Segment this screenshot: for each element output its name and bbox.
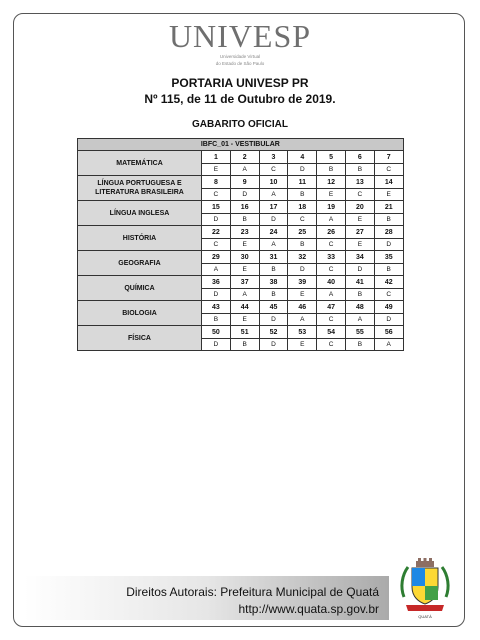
question-number: 39 xyxy=(288,276,317,289)
answer-letter: C xyxy=(259,164,288,176)
question-number: 34 xyxy=(345,251,374,264)
subject-name-line1: FÍSICA xyxy=(128,334,151,342)
answer-letter: B xyxy=(230,339,259,351)
subject-name-line1: HISTÓRIA xyxy=(122,234,157,242)
answer-letter: B xyxy=(288,239,317,251)
answer-letter: A xyxy=(317,289,346,301)
answer-letter: D xyxy=(374,239,403,251)
answer-letter: B xyxy=(374,264,403,276)
answer-letter: E xyxy=(202,164,231,176)
answer-letter: B xyxy=(374,214,403,226)
answer-letter: B xyxy=(345,339,374,351)
univesp-logo xyxy=(0,20,480,66)
answer-letter: E xyxy=(345,214,374,226)
subject-name xyxy=(78,176,202,201)
question-number: 26 xyxy=(317,226,346,239)
answer-letter: B xyxy=(202,314,231,326)
answer-letter: A xyxy=(288,314,317,326)
logo-text: UNIVESP xyxy=(168,18,312,54)
question-number: 9 xyxy=(230,176,259,189)
subject-name xyxy=(78,326,202,351)
question-number: 4 xyxy=(288,151,317,164)
answer-letter: B xyxy=(345,289,374,301)
question-number: 43 xyxy=(202,301,231,314)
question-number: 53 xyxy=(288,326,317,339)
answer-letter: A xyxy=(317,214,346,226)
question-number: 49 xyxy=(374,301,403,314)
answer-letter: C xyxy=(317,264,346,276)
subject-name-line2: LITERATURA BRASILEIRA xyxy=(95,189,184,196)
question-number: 56 xyxy=(374,326,403,339)
answer-letter: D xyxy=(259,214,288,226)
question-number: 2 xyxy=(230,151,259,164)
question-number: 25 xyxy=(288,226,317,239)
question-number: 3 xyxy=(259,151,288,164)
question-number: 38 xyxy=(259,276,288,289)
table-title: IBFC_01 - VESTIBULAR xyxy=(78,139,404,151)
question-number: 15 xyxy=(202,201,231,214)
subject-name xyxy=(78,151,202,176)
subject-name-line1: BIOLOGIA xyxy=(122,309,157,317)
answer-letter: A xyxy=(345,314,374,326)
answer-letter: C xyxy=(288,214,317,226)
subject-number-row xyxy=(78,176,404,189)
subject-number-row xyxy=(78,301,404,314)
subject-number-row xyxy=(78,326,404,339)
answer-letter: D xyxy=(259,314,288,326)
question-number: 32 xyxy=(288,251,317,264)
question-number: 50 xyxy=(202,326,231,339)
question-number: 23 xyxy=(230,226,259,239)
answer-letter: C xyxy=(345,189,374,201)
subject-name xyxy=(78,301,202,326)
question-number: 45 xyxy=(259,301,288,314)
subject-name-line1: MATEMÁTICA xyxy=(116,159,163,167)
answer-key-table xyxy=(77,138,404,351)
subject-number-row xyxy=(78,276,404,289)
answer-letter: D xyxy=(259,339,288,351)
question-number: 54 xyxy=(317,326,346,339)
answer-letter: B xyxy=(259,264,288,276)
question-number: 14 xyxy=(374,176,403,189)
answer-letter: E xyxy=(317,189,346,201)
answer-letter: E xyxy=(288,339,317,351)
answer-letter: A xyxy=(259,189,288,201)
question-number: 48 xyxy=(345,301,374,314)
answer-letter: E xyxy=(230,264,259,276)
answer-letter: B xyxy=(259,289,288,301)
footer-copyright: Direitos Autorais: Prefeitura Municipal de Quatá xyxy=(126,585,379,599)
question-number: 47 xyxy=(317,301,346,314)
question-number: 44 xyxy=(230,301,259,314)
question-number: 7 xyxy=(374,151,403,164)
answer-letter: E xyxy=(288,289,317,301)
answer-letter: A xyxy=(374,339,403,351)
question-number: 24 xyxy=(259,226,288,239)
answer-letter: D xyxy=(288,164,317,176)
answer-letter: A xyxy=(259,239,288,251)
answer-letter: D xyxy=(374,314,403,326)
answer-letter: C xyxy=(202,239,231,251)
document-title: PORTARIA UNIVESP PR xyxy=(171,76,309,90)
answer-letter: E xyxy=(230,239,259,251)
subject-name xyxy=(78,251,202,276)
footer-url[interactable]: http://www.quata.sp.gov.br xyxy=(238,602,379,616)
answer-letter: E xyxy=(374,189,403,201)
question-number: 5 xyxy=(317,151,346,164)
question-number: 28 xyxy=(374,226,403,239)
question-number: 27 xyxy=(345,226,374,239)
question-number: 42 xyxy=(374,276,403,289)
answer-letter: B xyxy=(317,164,346,176)
table-title-row xyxy=(78,139,404,151)
answer-letter: C xyxy=(374,289,403,301)
answer-letter: D xyxy=(288,264,317,276)
question-number: 10 xyxy=(259,176,288,189)
question-number: 55 xyxy=(345,326,374,339)
question-number: 35 xyxy=(374,251,403,264)
logo-wordmark xyxy=(169,20,311,52)
question-number: 22 xyxy=(202,226,231,239)
answer-letter: D xyxy=(345,264,374,276)
question-number: 37 xyxy=(230,276,259,289)
answer-letter: D xyxy=(202,214,231,226)
answer-letter: C xyxy=(374,164,403,176)
answer-letter: B xyxy=(230,214,259,226)
answer-letter: E xyxy=(345,239,374,251)
answer-letter: A xyxy=(230,289,259,301)
logo-subtitle-2: do Estado de São Paulo xyxy=(215,61,265,66)
subject-name xyxy=(78,201,202,226)
question-number: 17 xyxy=(259,201,288,214)
subject-number-row xyxy=(78,251,404,264)
footer xyxy=(24,576,456,620)
question-number: 11 xyxy=(288,176,317,189)
question-number: 33 xyxy=(317,251,346,264)
answer-letter: D xyxy=(230,189,259,201)
section-title: GABARITO OFICIAL xyxy=(192,119,288,130)
subject-name xyxy=(78,276,202,301)
subject-name-line1: LÍNGUA INGLESA xyxy=(109,209,170,217)
question-number: 41 xyxy=(345,276,374,289)
question-number: 16 xyxy=(230,201,259,214)
question-number: 8 xyxy=(202,176,231,189)
question-number: 1 xyxy=(202,151,231,164)
answer-letter: B xyxy=(345,164,374,176)
answer-letter: C xyxy=(317,314,346,326)
subject-number-row xyxy=(78,226,404,239)
question-number: 13 xyxy=(345,176,374,189)
question-number: 36 xyxy=(202,276,231,289)
logo-subtitle-1: Universidade Virtual xyxy=(219,54,261,59)
answer-letter: C xyxy=(317,239,346,251)
question-number: 21 xyxy=(374,201,403,214)
question-number: 6 xyxy=(345,151,374,164)
answer-letter: A xyxy=(202,264,231,276)
question-number: 40 xyxy=(317,276,346,289)
answer-letter: C xyxy=(202,189,231,201)
subject-name-line1: LÍNGUA PORTUGUESA E xyxy=(97,180,182,187)
answer-letter: B xyxy=(288,189,317,201)
question-number: 12 xyxy=(317,176,346,189)
question-number: 20 xyxy=(345,201,374,214)
subject-name-line1: GEOGRAFIA xyxy=(118,259,161,267)
subject-name xyxy=(78,226,202,251)
answer-letter: A xyxy=(230,164,259,176)
subject-name-line1: QUÍMICA xyxy=(124,284,155,292)
answer-letter: D xyxy=(202,289,231,301)
municipal-crest-icon xyxy=(398,557,452,621)
answer-letter: C xyxy=(317,339,346,351)
question-number: 29 xyxy=(202,251,231,264)
question-number: 30 xyxy=(230,251,259,264)
document-number-date: Nº 115, de 11 de Outubro de 2019. xyxy=(144,92,336,106)
question-number: 18 xyxy=(288,201,317,214)
crest-caption: QUATÁ xyxy=(418,614,432,619)
question-number: 51 xyxy=(230,326,259,339)
answer-letter: E xyxy=(230,314,259,326)
question-number: 52 xyxy=(259,326,288,339)
answer-letter: D xyxy=(202,339,231,351)
question-number: 46 xyxy=(288,301,317,314)
question-number: 31 xyxy=(259,251,288,264)
subject-number-row xyxy=(78,201,404,214)
subject-number-row xyxy=(78,151,404,164)
question-number: 19 xyxy=(317,201,346,214)
